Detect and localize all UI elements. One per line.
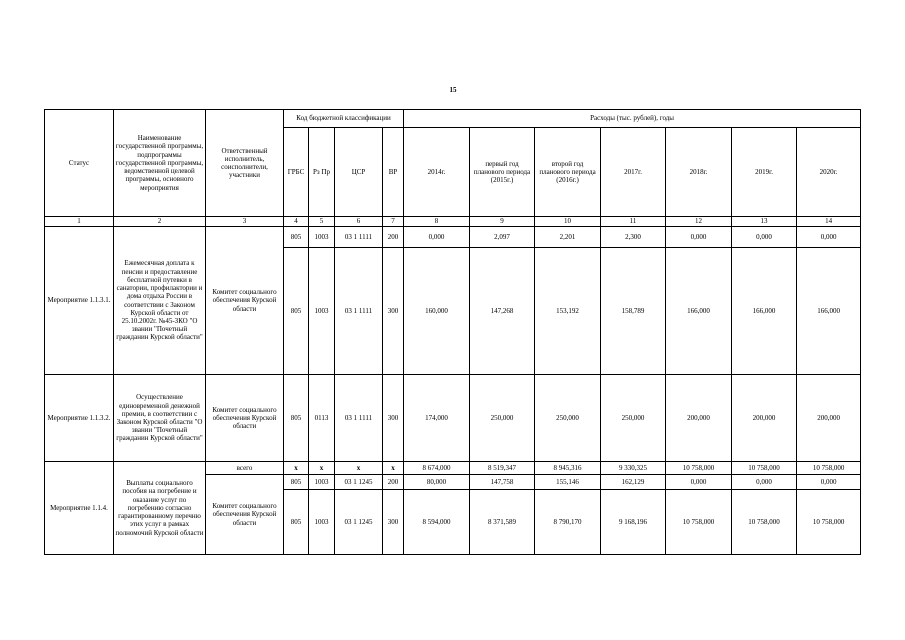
- cell-2014: 8 594,000: [404, 490, 470, 555]
- row-responsible: Комитет социального обеспечения Курской области: [206, 475, 284, 555]
- cell-grbs: 805: [284, 490, 309, 555]
- header-2015: первый год планового периода (2015г.): [470, 128, 535, 217]
- cell-2018: 0,000: [666, 475, 732, 490]
- header-responsible: Ответственный исполнитель, соисполнители, участники: [206, 110, 284, 217]
- cell-2017: 250,000: [601, 375, 666, 462]
- cell-2015: 147,268: [470, 248, 535, 375]
- cell-rzpr: 0113: [309, 375, 335, 462]
- cell-2019: 0,000: [732, 227, 797, 248]
- column-number: 6: [335, 217, 383, 227]
- page-number: 15: [449, 86, 457, 94]
- column-number: 7: [383, 217, 404, 227]
- column-number: 9: [470, 217, 535, 227]
- cell-2020: 166,000: [797, 248, 861, 375]
- column-number: 2: [114, 217, 206, 227]
- column-number: 12: [666, 217, 732, 227]
- column-number: 11: [601, 217, 666, 227]
- cell-grbs: x: [284, 462, 309, 475]
- cell-2014: 80,000: [404, 475, 470, 490]
- cell-csr: x: [335, 462, 383, 475]
- cell-rzpr: 1003: [309, 490, 335, 555]
- header-2016: второй год планового периода (2016г.): [535, 128, 601, 217]
- cell-grbs: 805: [284, 375, 309, 462]
- table-row: [45, 462, 861, 475]
- table-row: [45, 227, 861, 248]
- cell-2018: 10 758,000: [666, 490, 732, 555]
- cell-2019: 166,000: [732, 248, 797, 375]
- header-grbs: ГРБС: [284, 128, 309, 217]
- cell-2014: 8 674,000: [404, 462, 470, 475]
- cell-2019: 0,000: [732, 475, 797, 490]
- header-expenses: Расходы (тыс. рублей), годы: [404, 110, 861, 128]
- cell-2016: 250,000: [535, 375, 601, 462]
- cell-2015: 8 519,347: [470, 462, 535, 475]
- cell-2014: 0,000: [404, 227, 470, 248]
- cell-csr: 03 1 1111: [335, 375, 383, 462]
- header-budget-code: Код бюджетной классификации: [284, 110, 404, 128]
- row-total-label: всего: [206, 462, 284, 475]
- cell-csr: 03 1 1111: [335, 227, 383, 248]
- row-name: Ежемесячная доплата к пенсии и предоставление бесплатной путевки в санатории, профилактории и дома отдыха России в соответствии с Законом Курской области от 25.10.2002г. №45-ЗКО "О звании "Почетный гражданин Курской области": [114, 227, 206, 375]
- cell-grbs: 805: [284, 475, 309, 490]
- cell-grbs: 805: [284, 227, 309, 248]
- cell-vr: 200: [383, 475, 404, 490]
- cell-vr: x: [383, 462, 404, 475]
- cell-2019: 10 758,000: [732, 490, 797, 555]
- row-status: Мероприятие 1.1.3.1.: [45, 227, 114, 375]
- cell-vr: 300: [383, 490, 404, 555]
- cell-2014: 160,000: [404, 248, 470, 375]
- cell-vr: 300: [383, 375, 404, 462]
- header-2014: 2014г.: [404, 128, 470, 217]
- cell-2018: 10 758,000: [666, 462, 732, 475]
- cell-2016: 155,146: [535, 475, 601, 490]
- cell-2016: 8 945,316: [535, 462, 601, 475]
- cell-2016: 8 790,170: [535, 490, 601, 555]
- row-name: Выплаты социального пособия на погребение и оказание услуг по погребению согласно гарантированному перечню этих услуг в рамках полномочий Курской области: [114, 462, 206, 555]
- header-status: Статус: [45, 110, 114, 217]
- header-vr: ВР: [383, 128, 404, 217]
- column-number: 3: [206, 217, 284, 227]
- header-row: [45, 110, 861, 128]
- column-number: 10: [535, 217, 601, 227]
- cell-csr: 03 1 1111: [335, 248, 383, 375]
- cell-2017: 162,129: [601, 475, 666, 490]
- header-2017: 2017г.: [601, 128, 666, 217]
- cell-vr: 200: [383, 227, 404, 248]
- cell-2016: 2,201: [535, 227, 601, 248]
- row-status: Мероприятие 1.1.4.: [45, 462, 114, 555]
- column-number: 14: [797, 217, 861, 227]
- cell-2019: 10 758,000: [732, 462, 797, 475]
- cell-rzpr: 1003: [309, 248, 335, 375]
- cell-rzpr: x: [309, 462, 335, 475]
- cell-csr: 03 1 1245: [335, 475, 383, 490]
- cell-vr: 300: [383, 248, 404, 375]
- cell-rzpr: 1003: [309, 475, 335, 490]
- cell-2017: 9 330,325: [601, 462, 666, 475]
- header-2018: 2018г.: [666, 128, 732, 217]
- table-row: [45, 375, 861, 462]
- cell-2020: 200,000: [797, 375, 861, 462]
- header-name: Наименование государственной программы, подпрограммы государственной программы, ведомственной целевой программы, основного мероприятия: [114, 110, 206, 217]
- header-2019: 2019г.: [732, 128, 797, 217]
- column-number: 13: [732, 217, 797, 227]
- header-csr: ЦСР: [335, 128, 383, 217]
- cell-2018: 0,000: [666, 227, 732, 248]
- cell-2018: 166,000: [666, 248, 732, 375]
- row-name: Осуществление единовременной денежной премии, в соответствии с Законом Курской области "О звании "Почетный гражданин Курской области": [114, 375, 206, 462]
- cell-2018: 200,000: [666, 375, 732, 462]
- cell-2020: 10 758,000: [797, 462, 861, 475]
- cell-2016: 153,192: [535, 248, 601, 375]
- row-status: Мероприятие 1.1.3.2.: [45, 375, 114, 462]
- column-number: 5: [309, 217, 335, 227]
- column-number: 1: [45, 217, 114, 227]
- row-responsible: Комитет социального обеспечения Курской области: [206, 227, 284, 375]
- budget-table: [44, 109, 861, 555]
- row-responsible: Комитет социального обеспечения Курской области: [206, 375, 284, 462]
- cell-2017: 2,300: [601, 227, 666, 248]
- cell-2015: 147,758: [470, 475, 535, 490]
- column-number: 4: [284, 217, 309, 227]
- column-number: 8: [404, 217, 470, 227]
- cell-2017: 158,789: [601, 248, 666, 375]
- cell-2017: 9 168,196: [601, 490, 666, 555]
- cell-2015: 8 371,589: [470, 490, 535, 555]
- cell-2020: 0,000: [797, 227, 861, 248]
- header-2020: 2020г.: [797, 128, 861, 217]
- cell-grbs: 805: [284, 248, 309, 375]
- cell-2014: 174,000: [404, 375, 470, 462]
- column-number-row: [45, 217, 861, 227]
- cell-2020: 0,000: [797, 475, 861, 490]
- cell-2015: 2,097: [470, 227, 535, 248]
- cell-csr: 03 1 1245: [335, 490, 383, 555]
- header-rzpr: Рз Пр: [309, 128, 335, 217]
- cell-2019: 200,000: [732, 375, 797, 462]
- cell-2020: 10 758,000: [797, 490, 861, 555]
- cell-2015: 250,000: [470, 375, 535, 462]
- cell-rzpr: 1003: [309, 227, 335, 248]
